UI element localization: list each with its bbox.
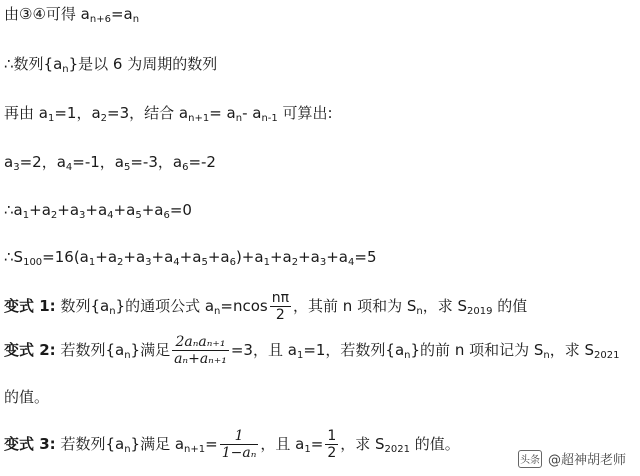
text: =1，a xyxy=(54,104,101,122)
text: =2，a xyxy=(19,153,66,171)
subscript: 6 xyxy=(182,162,189,173)
text: +a xyxy=(113,201,136,219)
subscript: 6 xyxy=(229,257,236,268)
subscript: n xyxy=(416,306,423,317)
text: +a xyxy=(123,248,146,266)
subscript: 2021 xyxy=(594,350,620,361)
line-1 xyxy=(4,4,139,24)
text: +a xyxy=(95,248,118,266)
denominator: aₙ+aₙ₊₁ xyxy=(174,351,227,367)
text: +a xyxy=(141,201,164,219)
text: }是以 6 为周期的数列 xyxy=(68,55,218,73)
fraction xyxy=(270,290,291,323)
text: 由③④可得 a xyxy=(4,5,90,23)
text: +a xyxy=(179,248,202,266)
subscript: n xyxy=(109,306,116,317)
subscript: n xyxy=(404,350,411,361)
text: =3，结合 a xyxy=(107,104,189,122)
numerator: 1 xyxy=(327,428,337,444)
text: ，求 S xyxy=(422,297,468,315)
subscript: n xyxy=(132,14,140,25)
numerator: 1 xyxy=(220,428,259,445)
subscript: n xyxy=(62,64,69,75)
text: = a xyxy=(209,104,236,122)
text: =3，且 a xyxy=(230,341,297,359)
text: =-3，a xyxy=(130,153,183,171)
subscript: 3 xyxy=(319,257,327,268)
text: 再由 a xyxy=(4,104,48,122)
text: =ncos xyxy=(220,297,268,315)
line-6 xyxy=(4,247,377,267)
subscript: n xyxy=(543,350,550,361)
text: +a xyxy=(269,248,292,266)
subscript: 1 xyxy=(47,113,55,124)
fraction xyxy=(172,334,229,367)
text: =-2 xyxy=(188,153,216,171)
text: =-1，a xyxy=(72,153,124,171)
text: ，求 S xyxy=(549,341,595,359)
text: ∴数列{a xyxy=(4,55,63,73)
subscript: n-1 xyxy=(261,113,278,124)
subscript: 4 xyxy=(348,257,355,268)
text: 若数列{a xyxy=(55,341,125,359)
subscript: 2019 xyxy=(467,306,493,317)
text: ∴a xyxy=(4,201,23,219)
variant-3 xyxy=(4,424,460,464)
subscript: 3 xyxy=(13,162,20,173)
subscript: n+6 xyxy=(89,14,111,25)
line-2 xyxy=(4,54,217,74)
toutiao-logo-icon: 头条 xyxy=(518,450,542,468)
subscript: 2 xyxy=(117,257,124,268)
text: =a xyxy=(110,5,133,23)
text: 的值。 xyxy=(409,435,460,453)
variant-label: 变式 1: xyxy=(4,297,56,315)
denominator: 2 xyxy=(275,307,285,323)
text: 的值 xyxy=(492,297,528,315)
text: - a xyxy=(242,104,262,122)
text: +a xyxy=(151,248,174,266)
variant-label: 变式 3: xyxy=(4,435,56,453)
subscript: 2 xyxy=(100,113,108,124)
subscript: 3 xyxy=(79,210,86,221)
text: = xyxy=(310,435,324,453)
numerator: 2aₙaₙ₊₁ xyxy=(172,334,229,351)
subscript: 3 xyxy=(145,257,152,268)
subscript: 2 xyxy=(291,257,299,268)
subscript: 1 xyxy=(296,350,304,361)
text: +a xyxy=(298,248,320,266)
subscript: n xyxy=(235,113,243,124)
subscript: n xyxy=(214,306,221,317)
denominator: 1−aₙ xyxy=(221,445,257,461)
subscript: 4 xyxy=(107,210,114,221)
subscript: 4 xyxy=(173,257,180,268)
subscript: n xyxy=(124,444,131,455)
line-5 xyxy=(4,200,192,220)
fraction xyxy=(220,428,259,461)
text: +a xyxy=(57,201,80,219)
variant-label: 变式 2: xyxy=(4,341,56,359)
denominator: 2 xyxy=(327,445,337,461)
text: ，且 a xyxy=(260,435,305,453)
text: 可算出: xyxy=(277,104,333,122)
variant-2 xyxy=(4,330,620,370)
subscript: n+1 xyxy=(184,444,206,455)
variant-1 xyxy=(4,288,527,324)
subscript: 2 xyxy=(50,210,58,221)
subscript: 2021 xyxy=(384,444,410,455)
text: }满足 a xyxy=(130,435,185,453)
text: +a xyxy=(326,248,348,266)
text: ，其前 n 项和为 S xyxy=(293,297,417,315)
line-3 xyxy=(4,103,333,123)
text: =1，若数列{a xyxy=(303,341,405,359)
subscript: 5 xyxy=(201,257,208,268)
text: =5 xyxy=(354,248,377,266)
subscript: n xyxy=(124,350,131,361)
text: a xyxy=(4,153,14,171)
text: }满足 xyxy=(130,341,171,359)
line-4 xyxy=(4,152,216,172)
text: +a xyxy=(29,201,51,219)
text: 数列{a xyxy=(55,297,110,315)
text: =0 xyxy=(169,201,192,219)
subscript: 6 xyxy=(163,210,170,221)
text: }的通项公式 a xyxy=(115,297,215,315)
text: +a xyxy=(207,248,230,266)
subscript: n+1 xyxy=(188,113,210,124)
text: )+a xyxy=(235,248,264,266)
subscript: 5 xyxy=(135,210,142,221)
text: = xyxy=(205,435,218,453)
variant-2-tail xyxy=(4,387,49,407)
watermark-text: @超神胡老师 xyxy=(547,453,626,468)
subscript: 100 xyxy=(23,257,43,268)
text: 若数列{a xyxy=(55,435,125,453)
watermark xyxy=(518,449,626,468)
numerator: nπ xyxy=(271,290,290,306)
subscript: 1 xyxy=(263,257,270,268)
text: 的值。 xyxy=(4,388,50,406)
text: =16(a xyxy=(42,248,89,266)
fraction xyxy=(325,428,338,461)
text: ，求 S xyxy=(340,435,385,453)
subscript: 5 xyxy=(123,162,131,173)
subscript: 1 xyxy=(22,210,30,221)
subscript: 1 xyxy=(304,444,311,455)
text: +a xyxy=(85,201,108,219)
subscript: 4 xyxy=(65,162,73,173)
subscript: 1 xyxy=(88,257,96,268)
text: ∴S xyxy=(4,248,24,266)
text: }的前 n 项和记为 S xyxy=(410,341,544,359)
